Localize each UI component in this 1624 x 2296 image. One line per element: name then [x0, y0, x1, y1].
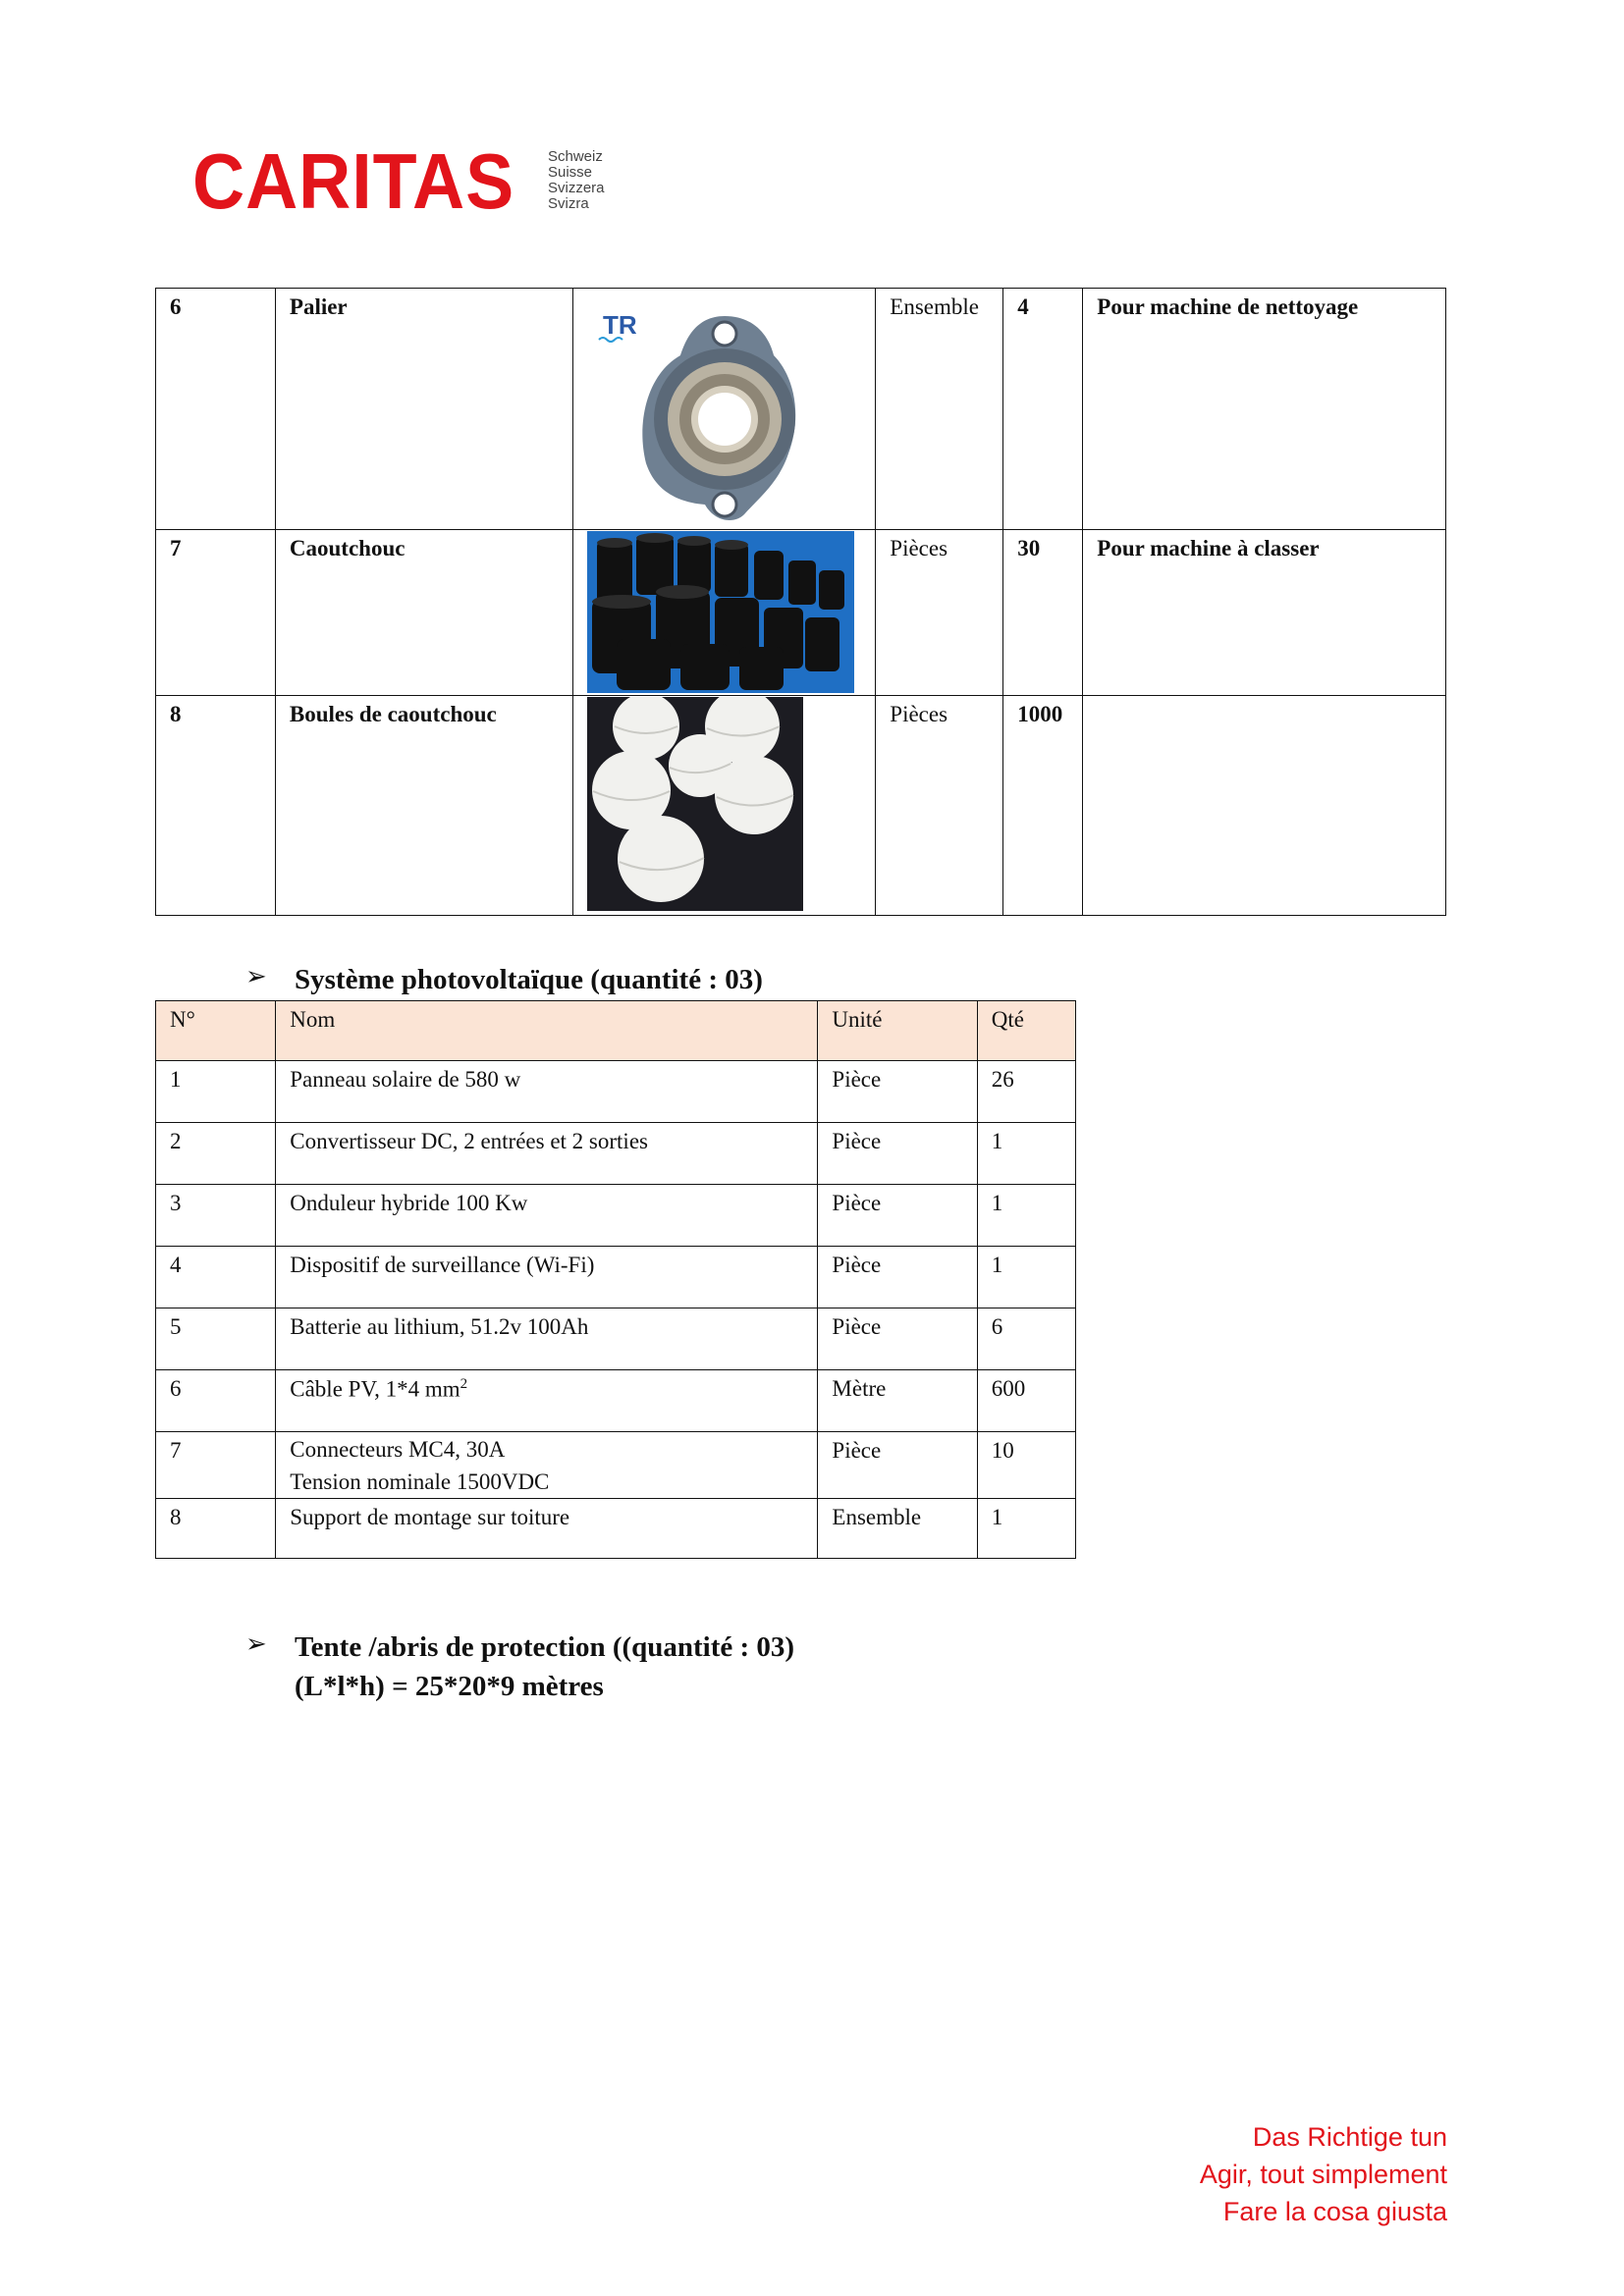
item-name: Palier — [275, 289, 572, 530]
cell-qty: 1 — [977, 1499, 1075, 1559]
cell-name: Onduleur hybride 100 Kw — [276, 1185, 818, 1247]
item-note: Pour machine à classer — [1083, 530, 1446, 696]
item-quantity: 1000 — [1003, 696, 1083, 916]
cell-unit: Ensemble — [818, 1499, 977, 1559]
cell-no: 2 — [156, 1123, 276, 1185]
caritas-logo — [192, 137, 605, 225]
cell-name: Batterie au lithium, 51.2v 100Ah — [276, 1308, 818, 1370]
item-image-cell — [572, 530, 876, 696]
table-row — [156, 1123, 1076, 1185]
table-row — [156, 696, 1446, 916]
logo-wordmark: CARITAS — [192, 137, 515, 225]
superscript: 2 — [460, 1376, 468, 1392]
cell-unit: Pièce — [818, 1185, 977, 1247]
item-image-cell — [572, 696, 876, 916]
cell-name — [276, 1370, 818, 1432]
header-name: Nom — [276, 1001, 818, 1061]
bullet-arrow-icon: ➢ — [245, 962, 267, 990]
equipment-table — [155, 288, 1446, 916]
cell-unit: Pièce — [818, 1061, 977, 1123]
cell-name — [276, 1432, 818, 1499]
cell-qty: 10 — [977, 1432, 1075, 1499]
cell-name-line2: Tension nominale 1500VDC — [290, 1469, 550, 1494]
cell-name-text: Câble PV, 1*4 mm — [290, 1376, 460, 1402]
cell-qty: 1 — [977, 1247, 1075, 1308]
cell-name-line1: Connecteurs MC4, 30A — [290, 1437, 506, 1462]
logo-language: Svizzera — [548, 180, 605, 196]
cell-unit: Pièce — [818, 1308, 977, 1370]
cell-qty: 26 — [977, 1061, 1075, 1123]
section-title-tent: Tente /abris de protection ((quantité : 03) — [295, 1631, 795, 1663]
item-note: Pour machine de nettoyage — [1083, 289, 1446, 530]
cell-no: 3 — [156, 1185, 276, 1247]
table-header-row — [156, 1001, 1076, 1061]
table-row — [156, 530, 1446, 696]
footer-slogans — [1200, 2118, 1447, 2230]
logo-language: Schweiz — [548, 148, 603, 165]
table-row — [156, 1432, 1076, 1499]
bullet-arrow-icon: ➢ — [245, 1629, 267, 1658]
cell-no: 6 — [156, 1370, 276, 1432]
header-qty: Qté — [977, 1001, 1075, 1061]
logo-language: Suisse — [548, 164, 593, 181]
footer-line: Agir, tout simplement — [1199, 2160, 1447, 2189]
cell-name: Support de montage sur toiture — [276, 1499, 818, 1559]
cell-unit: Pièce — [818, 1432, 977, 1499]
item-unit: Pièces — [876, 696, 1003, 916]
flange-bearing-photo — [587, 296, 833, 524]
table-row — [156, 1061, 1076, 1123]
cell-name: Dispositif de surveillance (Wi-Fi) — [276, 1247, 818, 1308]
header-unit: Unité — [818, 1001, 977, 1061]
table-row — [156, 1185, 1076, 1247]
table-row — [156, 1370, 1076, 1432]
item-number: 8 — [156, 696, 276, 916]
pv-system-table — [155, 1000, 1076, 1559]
cell-unit: Pièce — [818, 1247, 977, 1308]
item-name: Boules de caoutchouc — [275, 696, 572, 916]
section-title-pv: Système photovoltaïque (quantité : 03) — [295, 964, 763, 995]
section-subtitle-tent: (L*l*h) = 25*20*9 mètres — [295, 1671, 604, 1702]
item-quantity: 4 — [1003, 289, 1083, 530]
item-name: Caoutchouc — [275, 530, 572, 696]
item-unit: Pièces — [876, 530, 1003, 696]
item-unit: Ensemble — [876, 289, 1003, 530]
table-row — [156, 1308, 1076, 1370]
cell-no: 8 — [156, 1499, 276, 1559]
cell-qty: 600 — [977, 1370, 1075, 1432]
rubber-stoppers-photo — [587, 531, 854, 693]
item-quantity: 30 — [1003, 530, 1083, 696]
item-number: 7 — [156, 530, 276, 696]
cell-qty: 6 — [977, 1308, 1075, 1370]
footer-line: Das Richtige tun — [1252, 2122, 1447, 2152]
cell-no: 7 — [156, 1432, 276, 1499]
logo-language: Svizra — [548, 195, 589, 212]
cell-qty: 1 — [977, 1123, 1075, 1185]
cell-name: Panneau solaire de 580 w — [276, 1061, 818, 1123]
rubber-balls-photo — [587, 697, 803, 911]
cell-no: 4 — [156, 1247, 276, 1308]
cell-no: 1 — [156, 1061, 276, 1123]
table-row — [156, 1499, 1076, 1559]
cell-name: Convertisseur DC, 2 entrées et 2 sorties — [276, 1123, 818, 1185]
cell-unit: Mètre — [818, 1370, 977, 1432]
header-no: N° — [156, 1001, 276, 1061]
bearing-brand-label: TR — [602, 310, 637, 340]
logo-languages — [548, 149, 605, 212]
table-row — [156, 289, 1446, 530]
cell-unit: Pièce — [818, 1123, 977, 1185]
item-image-cell — [572, 289, 876, 530]
item-note — [1083, 696, 1446, 916]
cell-no: 5 — [156, 1308, 276, 1370]
footer-line: Fare la cosa giusta — [1222, 2197, 1447, 2226]
table-row — [156, 1247, 1076, 1308]
item-number: 6 — [156, 289, 276, 530]
cell-qty: 1 — [977, 1185, 1075, 1247]
